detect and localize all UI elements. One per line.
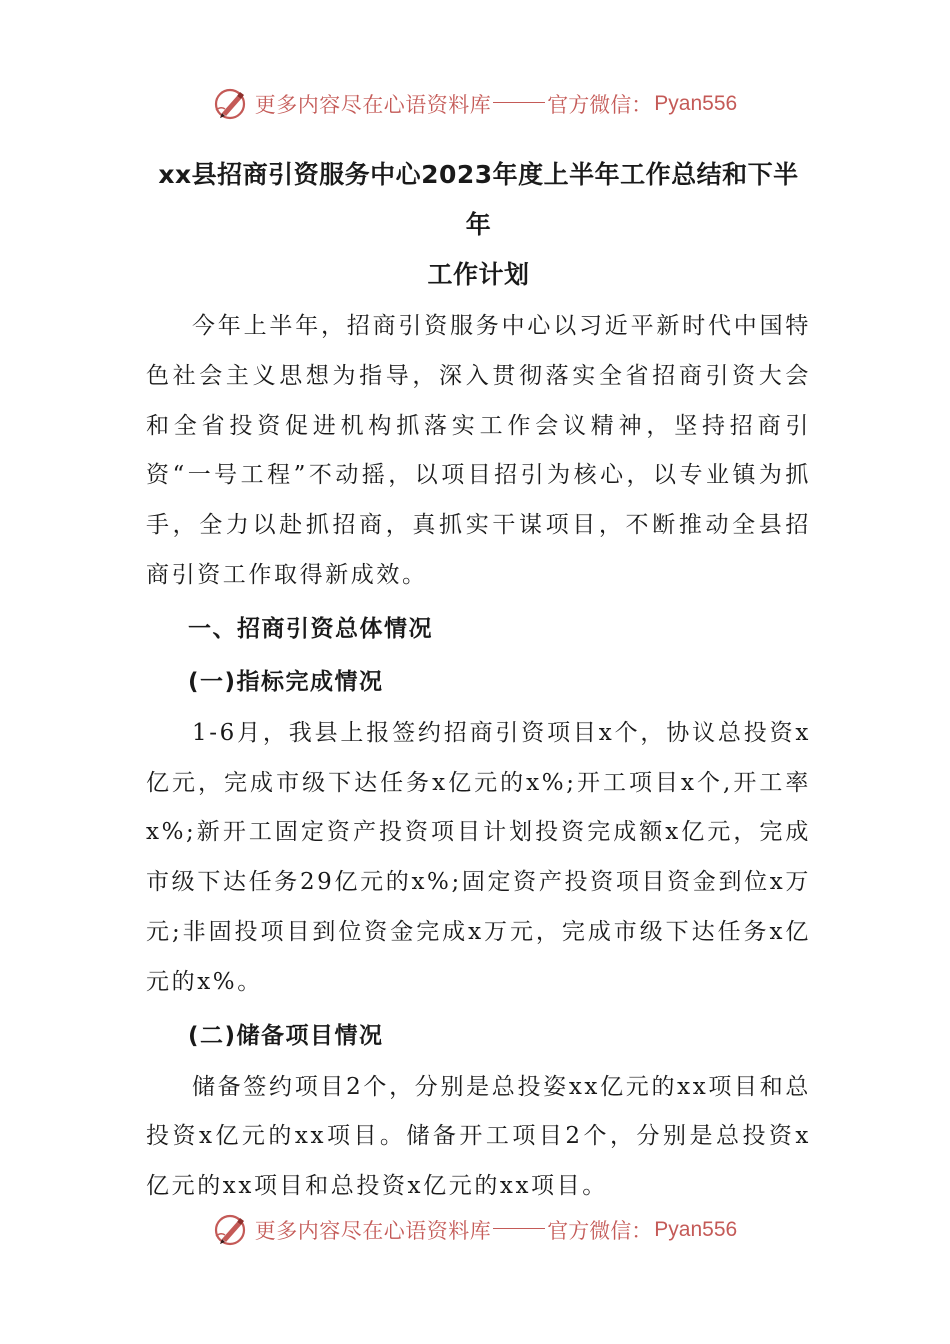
watermark-wechat-label: 官方微信： bbox=[547, 93, 653, 117]
document-title-line-1: xx县招商引资服务中心2023年度上半年工作总结和下半年 bbox=[158, 160, 799, 239]
pen-logo-icon bbox=[213, 86, 249, 122]
watermark-wechat-id: Pyan556 bbox=[654, 1218, 738, 1241]
watermark-footer bbox=[0, 1208, 950, 1252]
document-title-line-2: 工作计划 bbox=[427, 260, 530, 289]
pen-logo-icon bbox=[213, 1212, 249, 1248]
intro-paragraph: 今年上半年，招商引资服务中心以习近平新时代中国特色社会主义思想为指导，深入贯彻落实全省招商引资大会和全省投资促进机构抓落实工作会议精神，坚持招商引资“一号工程”不动摇，以项目招引为核心，以专业镇为抓手，全力以赴抓招商，真抓实干谋项目，不断推动全县招商引资工作取得新成效。 bbox=[146, 313, 811, 588]
watermark-text: 更多内容尽在心语资料库 bbox=[254, 1219, 492, 1243]
watermark-wechat-label: 官方微信： bbox=[547, 1219, 653, 1243]
subsection-1-paragraph: 1-6月，我县上报签约招商引资项目x个，协议总投资x亿元，完成市级下达任务x亿元的x%;开工项目x个,开工率x%;新开工固定资产投资项目计划投资完成额x亿元，完成市级下达任务29亿元的x%;固定资产投资项目资金到位x万元;非固投项目到位资金完成x万元，完成市级下达任务x亿元的x%。 bbox=[146, 719, 811, 995]
watermark-header bbox=[0, 82, 950, 126]
watermark-dash bbox=[493, 1228, 545, 1229]
watermark-dash bbox=[493, 102, 545, 103]
section-heading-1: 一、招商引资总体情况 bbox=[188, 615, 433, 642]
document-body bbox=[146, 150, 811, 1212]
subsection-2-paragraph: 储备签约项目2个，分别是总投姿xx亿元的xx项目和总投资x亿元的xx项目。储备开工项目2个，分别是总投资x亿元的xx项目和总投资x亿元的xx项目。 bbox=[146, 1073, 811, 1200]
watermark-text: 更多内容尽在心语资料库 bbox=[254, 93, 492, 117]
subsection-heading-1: (一)指标完成情况 bbox=[188, 668, 384, 695]
subsection-heading-2: (二)储备项目情况 bbox=[188, 1022, 384, 1049]
watermark-wechat-id: Pyan556 bbox=[654, 92, 738, 115]
